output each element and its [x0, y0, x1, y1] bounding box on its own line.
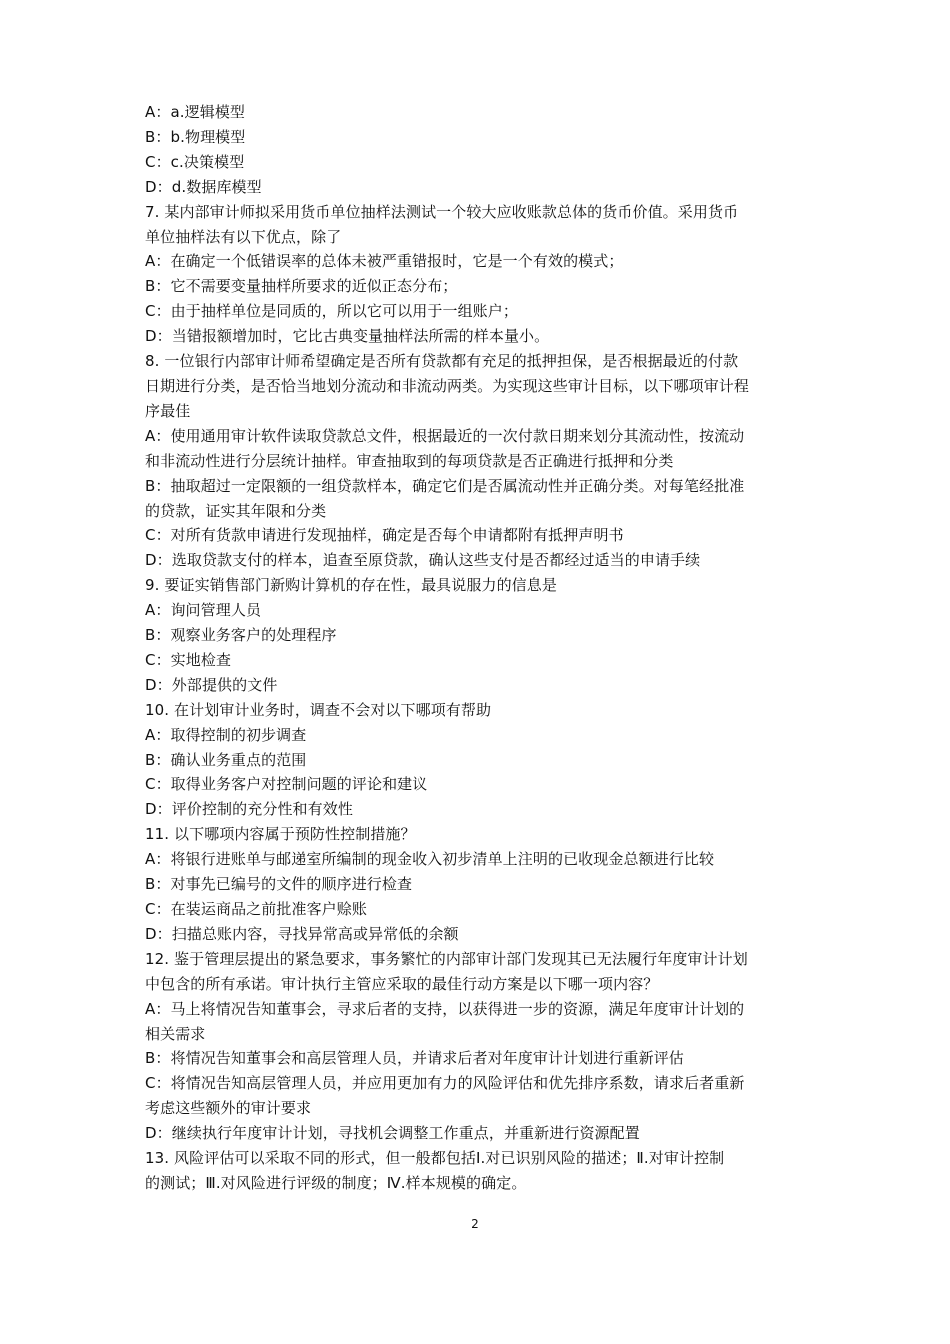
- text-line: 和非流动性进行分层统计抽样。审查抽取到的每项贷款是否正确进行抵押和分类: [145, 451, 674, 470]
- text-line: 12. 鉴于管理层提出的紧急要求，事务繁忙的内部审计部门发现其已无法履行年度审计计划: [145, 949, 748, 968]
- text-line: 8. 一位银行内部审计师希望确定是否所有贷款都有充足的抵押担保，是否根据最近的付款: [145, 352, 739, 371]
- text-line: 10. 在计划审计业务时，调查不会对以下哪项有帮助: [145, 700, 492, 719]
- text-line: D：评价控制的充分性和有效性: [145, 800, 353, 819]
- text-line: B：确认业务重点的范围: [145, 750, 307, 769]
- text-line: C：对所有货款申请进行发现抽样，确定是否每个申请都附有抵押声明书: [145, 526, 624, 545]
- text-line: D：d.数据库模型: [145, 177, 262, 196]
- text-line: 7. 某内部审计师拟采用货币单位抽样法测试一个较大应收账款总体的货币价值。采用货币: [145, 202, 739, 221]
- text-line: 的贷款，证实其年限和分类: [145, 501, 327, 520]
- text-line: A：使用通用审计软件读取贷款总文件，根据最近的一次付款日期来划分其流动性，按流动: [145, 426, 745, 445]
- text-line: 相关需求: [145, 1024, 206, 1043]
- text-line: A：取得控制的初步调查: [145, 725, 307, 744]
- text-line: D：扫描总账内容，寻找异常高或异常低的余额: [145, 924, 459, 943]
- text-line: 中包含的所有承诺。审计执行主管应采取的最佳行动方案是以下哪一项内容？: [145, 974, 659, 993]
- text-line: B：抽取超过一定限额的一组贷款样本，确定它们是否属流动性并正确分类。对每笔经批准: [145, 476, 745, 495]
- page-body: [145, 100, 815, 1196]
- text-line: D：继续执行年度审计计划，寻找机会调整工作重点，并重新进行资源配置: [145, 1124, 640, 1143]
- text-line: 的测试；Ⅲ.对风险进行评级的制度；Ⅳ.样本规模的确定。: [145, 1173, 527, 1192]
- text-line: C：由于抽样单位是同质的，所以它可以用于一组账户；: [145, 302, 518, 321]
- text-line: A：a.逻辑模型: [145, 103, 246, 121]
- text-line: D：外部提供的文件: [145, 675, 278, 694]
- text-line: D：当错报额增加时，它比古典变量抽样法所需的样本量小。: [145, 327, 550, 346]
- text-line: A：询问管理人员: [145, 601, 262, 620]
- text-line: C：取得业务客户对控制问题的评论和建议: [145, 775, 428, 794]
- text-line: A：在确定一个低错误率的总体未被严重错报时，它是一个有效的模式；: [145, 252, 624, 271]
- text-line: A：将银行进账单与邮递室所编制的现金收入初步清单上注明的已收现金总额进行比较: [145, 850, 715, 869]
- text-line: B：将情况告知董事会和高层管理人员，并请求后者对年度审计计划进行重新评估: [145, 1049, 684, 1068]
- text-line: A：马上将情况告知董事会，寻求后者的支持，以获得进一步的资源，满足年度审计计划的: [145, 999, 745, 1018]
- text-line: 9. 要证实销售部门新购计算机的存在性，最具说服力的信息是: [145, 576, 557, 595]
- text-line: 单位抽样法有以下优点，除了: [145, 227, 342, 246]
- text-line: C：实地检查: [145, 650, 232, 669]
- text-line: B：b.物理模型: [145, 127, 246, 146]
- text-line: B：观察业务客户的处理程序: [145, 626, 337, 645]
- text-line: B：它不需要变量抽样所要求的近似正态分布；: [145, 277, 458, 296]
- text-line: C：在装运商品之前批准客户赊账: [145, 900, 367, 918]
- page-number: 2: [471, 1217, 479, 1231]
- text-line: 日期进行分类，是否恰当地划分流动和非流动两类。为实现这些审计目标，以下哪项审计程: [145, 376, 750, 395]
- text-line: D：选取贷款支付的样本，追查至原贷款，确认这些支付是否都经过适当的申请手续: [145, 551, 701, 570]
- text-line: 11. 以下哪项内容属于预防性控制措施？: [145, 825, 416, 844]
- text-line: C：将情况告知高层管理人员，并应用更加有力的风险评估和优先排序系数，请求后者重新: [145, 1074, 745, 1093]
- text-line: C：c.决策模型: [145, 152, 245, 171]
- text-line: B：对事先已编号的文件的顺序进行检查: [145, 875, 413, 894]
- text-line: 序最佳: [145, 401, 191, 420]
- text-line: 考虑这些额外的审计要求: [145, 1099, 312, 1118]
- text-line: 13. 风险评估可以采取不同的形式，但一般都包括Ⅰ.对已识别风险的描述；Ⅱ.对审计控制: [145, 1149, 725, 1168]
